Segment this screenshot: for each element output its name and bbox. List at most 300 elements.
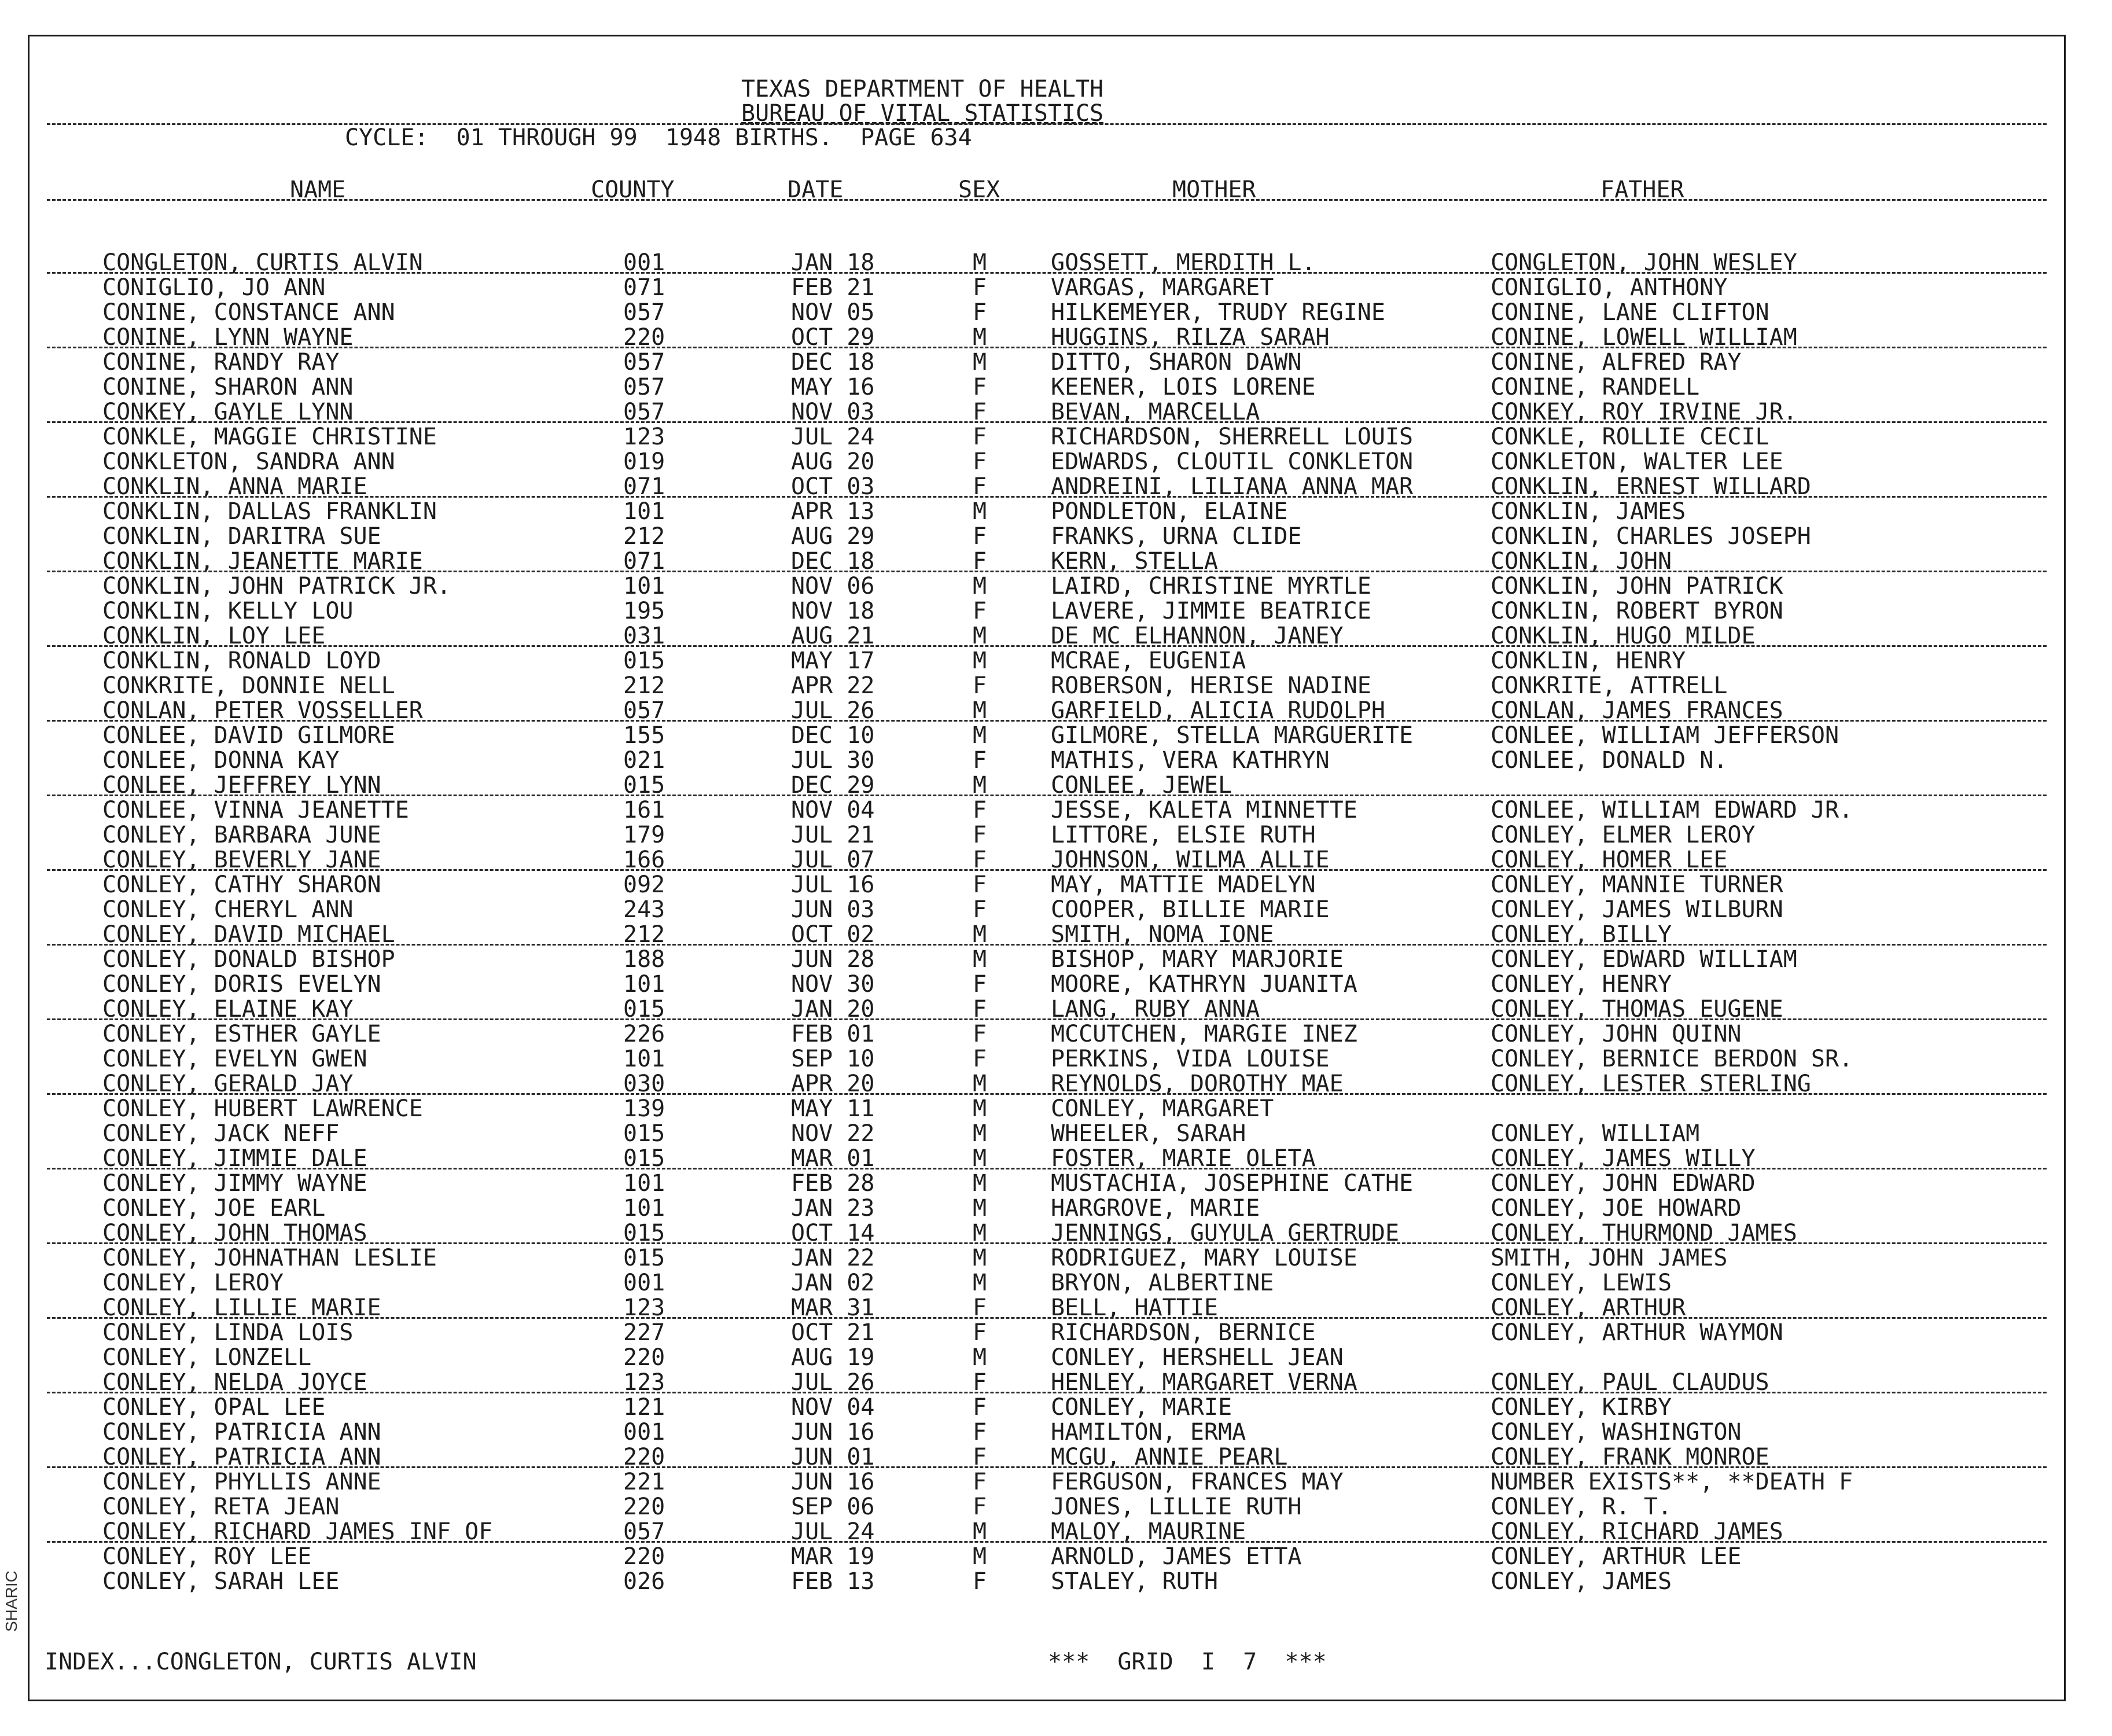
table-row (30, 400, 2064, 424)
cell-name: CONLEY, LINDA LOIS (102, 1319, 354, 1346)
cell-father: CONINE, LOWELL WILLIAM (1491, 324, 1797, 351)
cell-county: 101 (623, 498, 665, 525)
cell-name: CONGLETON, CURTIS ALVIN (102, 249, 423, 276)
cell-county: 015 (623, 1145, 665, 1172)
cell-county: 212 (623, 672, 665, 699)
cell-father: CONLEE, WILLIAM JEFFERSON (1491, 722, 1839, 749)
cell-date: JUN 01 (791, 1444, 875, 1470)
cell-county: 220 (623, 1543, 665, 1570)
cell-name: CONKLETON, SANDRA ANN (102, 448, 395, 475)
cell-date: JUN 16 (791, 1469, 875, 1495)
table-row (30, 1146, 2064, 1171)
column-header-mother: MOTHER (1172, 176, 1256, 203)
cell-name: CONKEY, GAYLE LYNN (102, 399, 354, 425)
cell-name: CONLEY, OPAL LEE (102, 1394, 326, 1421)
cell-mother: LITTORE, ELSIE RUTH (1051, 822, 1316, 848)
cell-name: CONLEY, JOHNATHAN LESLIE (102, 1245, 437, 1271)
cycle-line: CYCLE: 01 THROUGH 99 1948 BIRTHS. PAGE 634 (345, 124, 972, 151)
cell-county: 057 (623, 697, 665, 724)
cell-date: DEC 10 (791, 722, 875, 749)
cell-name: CONLEY, DAVID MICHAEL (102, 921, 395, 948)
table-row (30, 723, 2064, 748)
cell-sex: F (973, 548, 987, 575)
cell-date: AUG 29 (791, 523, 875, 550)
cell-name: CONKLE, MAGGIE CHRISTINE (102, 424, 437, 450)
cell-county: 015 (623, 1220, 665, 1246)
cell-sex: M (973, 249, 987, 276)
cell-county: 220 (623, 1444, 665, 1470)
cell-date: JUL 26 (791, 1369, 875, 1396)
table-row (30, 1544, 2064, 1569)
cell-date: NOV 04 (791, 797, 875, 823)
cell-name: CONLEY, RICHARD JAMES INF OF (102, 1518, 493, 1545)
cell-date: NOV 30 (791, 971, 875, 998)
cell-date: JAN 22 (791, 1245, 875, 1271)
cell-county: 101 (623, 1195, 665, 1222)
cell-name: CONLEE, VINNA JEANETTE (102, 797, 409, 823)
cell-date: JAN 18 (791, 249, 875, 276)
table-row (30, 649, 2064, 673)
cell-name: CONLEY, ESTHER GAYLE (102, 1021, 381, 1047)
cell-date: MAR 19 (791, 1543, 875, 1570)
cell-county: 001 (623, 249, 665, 276)
table-row (30, 1271, 2064, 1295)
cell-father: CONKLETON, WALTER LEE (1491, 448, 1783, 475)
table-row (30, 1097, 2064, 1121)
cell-father: CONLEY, WILLIAM (1491, 1120, 1700, 1147)
cell-sex: F (973, 1469, 987, 1495)
cell-date: JUL 07 (791, 847, 875, 873)
cell-name: CONKLIN, LOY LEE (102, 623, 326, 649)
cell-father: CONLEY, JOHN QUINN (1491, 1021, 1742, 1047)
cell-father: CONLEY, ARTHUR LEE (1491, 1543, 1742, 1570)
cell-mother: VARGAS, MARGARET (1051, 274, 1274, 301)
cell-date: OCT 03 (791, 473, 875, 500)
cell-county: 015 (623, 1245, 665, 1271)
cell-sex: M (973, 648, 987, 674)
cell-sex: F (973, 797, 987, 823)
cell-name: CONLEE, JEFFREY LYNN (102, 772, 381, 799)
cell-county: 030 (623, 1071, 665, 1097)
cell-county: 101 (623, 1046, 665, 1072)
table-row (30, 350, 2064, 374)
cell-mother: RICHARDSON, BERNICE (1051, 1319, 1316, 1346)
cell-mother: RICHARDSON, SHERRELL LOUIS (1051, 424, 1414, 450)
cell-mother: JESSE, KALETA MINNETTE (1051, 797, 1357, 823)
cell-date: JUN 03 (791, 896, 875, 923)
cell-name: CONLEY, LEROY (102, 1270, 284, 1296)
cell-sex: M (973, 1145, 987, 1172)
table-row (30, 599, 2064, 623)
cell-date: MAR 01 (791, 1145, 875, 1172)
cell-name: CONLAN, PETER VOSSELLER (102, 697, 423, 724)
table-row (30, 549, 2064, 573)
cell-father: SMITH, JOHN JAMES (1491, 1245, 1728, 1271)
table-row (30, 1420, 2064, 1444)
cell-county: 021 (623, 747, 665, 774)
cell-date: APR 13 (791, 498, 875, 525)
table-row (30, 1370, 2064, 1395)
cell-county: 220 (623, 1494, 665, 1520)
table-row (30, 375, 2064, 399)
table-row (30, 773, 2064, 797)
cell-mother: BEVAN, MARCELLA (1051, 399, 1260, 425)
cell-sex: M (973, 722, 987, 749)
cell-name: CONKLIN, KELLY LOU (102, 598, 354, 624)
cell-date: APR 22 (791, 672, 875, 699)
cell-date: AUG 21 (791, 623, 875, 649)
cell-sex: M (973, 772, 987, 799)
cell-name: CONKLIN, DALLAS FRANKLIN (102, 498, 437, 525)
cell-sex: F (973, 1419, 987, 1446)
cell-date: AUG 20 (791, 448, 875, 475)
cell-father: CONLEY, BERNICE BERDON SR. (1491, 1046, 1853, 1072)
cell-mother: SMITH, NOMA IONE (1051, 921, 1274, 948)
cell-sex: F (973, 1494, 987, 1520)
cell-sex: F (973, 1369, 987, 1396)
cell-mother: JONES, LILLIE RUTH (1051, 1494, 1302, 1520)
cell-name: CONLEY, EVELYN GWEN (102, 1046, 367, 1072)
cell-county: 057 (623, 1518, 665, 1545)
cell-mother: RODRIGUEZ, MARY LOUISE (1051, 1245, 1357, 1271)
cell-date: JAN 20 (791, 996, 875, 1023)
table-row (30, 450, 2064, 474)
cell-date: JUL 26 (791, 697, 875, 724)
cell-date: MAY 16 (791, 374, 875, 400)
cell-father: NUMBER EXISTS**, **DEATH F (1491, 1469, 1853, 1495)
column-header-sex: SEX (958, 176, 1000, 203)
cell-name: CONLEY, BEVERLY JANE (102, 847, 381, 873)
cell-name: CONINE, SHARON ANN (102, 374, 354, 400)
table-row (30, 1345, 2064, 1370)
cell-name: CONKLIN, JOHN PATRICK JR. (102, 573, 451, 599)
cell-name: CONLEY, SARAH LEE (102, 1568, 340, 1595)
table-row (30, 275, 2064, 300)
cell-county: 166 (623, 847, 665, 873)
cell-father: CONLEY, THURMOND JAMES (1491, 1220, 1797, 1246)
cell-sex: M (973, 349, 987, 376)
cell-county: 057 (623, 299, 665, 326)
cell-mother: MOORE, KATHRYN JUANITA (1051, 971, 1357, 998)
cell-date: JUL 21 (791, 822, 875, 848)
table-row (30, 674, 2064, 698)
cell-mother: CONLEY, MARGARET (1051, 1095, 1274, 1122)
cell-mother: CONLEY, MARIE (1051, 1394, 1232, 1421)
cell-date: DEC 29 (791, 772, 875, 799)
cell-county: 015 (623, 772, 665, 799)
cell-father: CONKLIN, JOHN PATRICK (1491, 573, 1783, 599)
table-row (30, 1196, 2064, 1220)
cell-county: 015 (623, 996, 665, 1023)
cell-mother: KEENER, LOIS LORENE (1051, 374, 1316, 400)
cell-sex: M (973, 1344, 987, 1371)
cell-father: CONLEY, BILLY (1491, 921, 1672, 948)
cell-date: JUN 16 (791, 1419, 875, 1446)
table-row (30, 947, 2064, 972)
grid-footer: *** GRID I 7 *** (1048, 1649, 1327, 1675)
cell-county: 179 (623, 822, 665, 848)
cell-mother: DITTO, SHARON DAWN (1051, 349, 1302, 376)
cell-county: 001 (623, 1270, 665, 1296)
cell-father: CONLEY, WASHINGTON (1491, 1419, 1742, 1446)
side-label: SHARIC (2, 1571, 20, 1632)
cell-name: CONLEE, DAVID GILMORE (102, 722, 395, 749)
cell-mother: PERKINS, VIDA LOUISE (1051, 1046, 1330, 1072)
cell-name: CONLEE, DONNA KAY (102, 747, 340, 774)
cell-mother: JENNINGS, GUYULA GERTRUDE (1051, 1220, 1400, 1246)
cell-date: NOV 22 (791, 1120, 875, 1147)
cell-father: CONLEY, PAUL CLAUDUS (1491, 1369, 1769, 1396)
cell-name: CONLEY, PATRICIA ANN (102, 1444, 381, 1470)
cell-county: 212 (623, 523, 665, 550)
birth-index-page (28, 35, 2066, 1701)
cell-father: CONLEE, WILLIAM EDWARD JR. (1491, 797, 1853, 823)
cell-name: CONINE, CONSTANCE ANN (102, 299, 395, 326)
cell-sex: F (973, 871, 987, 898)
table-row (30, 251, 2064, 275)
table-row (30, 1047, 2064, 1071)
cell-sex: F (973, 1294, 987, 1321)
cell-mother: BRYON, ALBERTINE (1051, 1270, 1274, 1296)
cell-father: CONKLIN, JAMES (1491, 498, 1686, 525)
cell-father: CONLEY, JAMES WILBURN (1491, 896, 1783, 923)
cell-father: CONKLE, ROLLIE CECIL (1491, 424, 1769, 450)
cell-sex: M (973, 1095, 987, 1122)
cell-county: 019 (623, 448, 665, 475)
cell-name: CONKLIN, DARITRA SUE (102, 523, 381, 550)
cell-county: 220 (623, 1344, 665, 1371)
cell-name: CONLEY, JACK NEFF (102, 1120, 340, 1147)
table-row (30, 1121, 2064, 1146)
cell-mother: REYNOLDS, DOROTHY MAE (1051, 1071, 1344, 1097)
cell-father: CONKLIN, HUGO MILDE (1491, 623, 1756, 649)
cell-father: CONLEY, EDWARD WILLIAM (1491, 946, 1797, 973)
cell-county: 221 (623, 1469, 665, 1495)
cell-father: CONLEY, JAMES WILLY (1491, 1145, 1756, 1172)
index-footer: INDEX...CONGLETON, CURTIS ALVIN (45, 1649, 477, 1675)
cell-sex: F (973, 1021, 987, 1047)
cell-sex: M (973, 921, 987, 948)
cell-mother: BELL, HATTIE (1051, 1294, 1218, 1321)
cell-mother: GOSSETT, MERDITH L. (1051, 249, 1316, 276)
cell-date: MAY 11 (791, 1095, 875, 1122)
cell-date: JUL 24 (791, 424, 875, 450)
table-row (30, 325, 2064, 350)
cell-father: CONLEY, ARTHUR WAYMON (1491, 1319, 1783, 1346)
table-row (30, 972, 2064, 996)
cell-county: 026 (623, 1568, 665, 1595)
cell-name: CONINE, LYNN WAYNE (102, 324, 354, 351)
cell-sex: M (973, 1270, 987, 1296)
cell-father: CONINE, ALFRED RAY (1491, 349, 1742, 376)
cell-sex: F (973, 971, 987, 998)
table-row (30, 997, 2064, 1021)
cell-name: CONIGLIO, JO ANN (102, 274, 326, 301)
table-row (30, 1520, 2064, 1544)
cell-sex: M (973, 623, 987, 649)
cell-mother: MCCUTCHEN, MARGIE INEZ (1051, 1021, 1357, 1047)
column-header-row (30, 178, 2064, 202)
cell-mother: ANDREINI, LILIANA ANNA MAR (1051, 473, 1414, 500)
cell-mother: CONLEY, HERSHELL JEAN (1051, 1344, 1344, 1371)
table-row (30, 425, 2064, 449)
cell-county: 123 (623, 1369, 665, 1396)
cell-mother: HILKEMEYER, TRUDY REGINE (1051, 299, 1385, 326)
cell-date: JUN 28 (791, 946, 875, 973)
cell-mother: DE MC ELHANNON, JANEY (1051, 623, 1344, 649)
cell-date: NOV 05 (791, 299, 875, 326)
table-row (30, 873, 2064, 897)
cell-sex: F (973, 473, 987, 500)
table-row (30, 1022, 2064, 1046)
cell-father: CONLAN, JAMES FRANCES (1491, 697, 1783, 724)
cell-name: CONLEY, CATHY SHARON (102, 871, 381, 898)
cell-mother: EDWARDS, CLOUTIL CONKLETON (1051, 448, 1414, 475)
cell-date: OCT 29 (791, 324, 875, 351)
cell-father: CONLEY, JOE HOWARD (1491, 1195, 1742, 1222)
cell-father: CONKRITE, ATTRELL (1491, 672, 1728, 699)
cell-date: NOV 06 (791, 573, 875, 599)
cell-father: CONGLETON, JOHN WESLEY (1491, 249, 1797, 276)
cell-date: DEC 18 (791, 349, 875, 376)
table-row (30, 698, 2064, 723)
cell-father: CONKLIN, HENRY (1491, 648, 1686, 674)
cell-sex: F (973, 847, 987, 873)
cell-sex: M (973, 1195, 987, 1222)
table-row (30, 499, 2064, 524)
table-row (30, 798, 2064, 822)
cell-county: 101 (623, 573, 665, 599)
cell-sex: F (973, 598, 987, 624)
cell-date: AUG 19 (791, 1344, 875, 1371)
table-row (30, 1321, 2064, 1345)
cell-county: 212 (623, 921, 665, 948)
cell-sex: F (973, 399, 987, 425)
cell-mother: BISHOP, MARY MARJORIE (1051, 946, 1344, 973)
cell-sex: F (973, 523, 987, 550)
cell-father: CONLEY, JOHN EDWARD (1491, 1170, 1756, 1197)
cell-sex: M (973, 1245, 987, 1271)
cell-father: CONLEE, DONALD N. (1491, 747, 1728, 774)
table-row (30, 1072, 2064, 1096)
table-row (30, 1569, 2064, 1594)
cell-father: CONKLIN, JOHN (1491, 548, 1672, 575)
cell-date: FEB 01 (791, 1021, 875, 1047)
cell-county: 101 (623, 1170, 665, 1197)
cell-father: CONLEY, ARTHUR (1491, 1294, 1686, 1321)
cell-mother: MALOY, MAURINE (1051, 1518, 1246, 1545)
cell-mother: KERN, STELLA (1051, 548, 1218, 575)
cell-sex: M (973, 1071, 987, 1097)
cell-sex: F (973, 299, 987, 326)
cell-date: FEB 21 (791, 274, 875, 301)
cell-county: 057 (623, 349, 665, 376)
cell-sex: F (973, 672, 987, 699)
cell-county: 226 (623, 1021, 665, 1047)
cell-name: CONLEY, ROY LEE (102, 1543, 312, 1570)
cell-date: JAN 02 (791, 1270, 875, 1296)
cell-mother: HARGROVE, MARIE (1051, 1195, 1260, 1222)
cell-date: OCT 14 (791, 1220, 875, 1246)
cell-date: SEP 10 (791, 1046, 875, 1072)
cell-sex: M (973, 697, 987, 724)
cell-father: CONKLIN, ERNEST WILLARD (1491, 473, 1811, 500)
cell-county: 071 (623, 473, 665, 500)
cell-county: 001 (623, 1419, 665, 1446)
cell-name: CONLEY, PHYLLIS ANNE (102, 1469, 381, 1495)
table-row (30, 922, 2064, 947)
cell-county: 195 (623, 598, 665, 624)
cell-sex: F (973, 747, 987, 774)
cell-sex: M (973, 1518, 987, 1545)
cell-name: CONLEY, LONZELL (102, 1344, 312, 1371)
cell-sex: F (973, 1568, 987, 1595)
cell-father: CONLEY, LEWIS (1491, 1270, 1672, 1296)
cell-name: CONLEY, JOHN THOMAS (102, 1220, 367, 1246)
cell-father: CONIGLIO, ANTHONY (1491, 274, 1728, 301)
cell-mother: GARFIELD, ALICIA RUDOLPH (1051, 697, 1385, 724)
table-row (30, 1445, 2064, 1469)
cell-father: CONLEY, ELMER LEROY (1491, 822, 1756, 848)
cell-sex: F (973, 1319, 987, 1346)
cell-name: CONLEY, PATRICIA ANN (102, 1419, 381, 1446)
cell-sex: M (973, 498, 987, 525)
cell-name: CONKLIN, ANNA MARIE (102, 473, 367, 500)
cell-county: 123 (623, 424, 665, 450)
cell-sex: F (973, 996, 987, 1023)
cell-father: CONLEY, THOMAS EUGENE (1491, 996, 1783, 1023)
table-row (30, 574, 2064, 598)
table-row (30, 1395, 2064, 1419)
cell-sex: M (973, 1170, 987, 1197)
cell-date: APR 20 (791, 1071, 875, 1097)
cell-mother: MCGU, ANNIE PEARL (1051, 1444, 1288, 1470)
cell-county: 155 (623, 722, 665, 749)
cell-date: OCT 21 (791, 1319, 875, 1346)
bureau-title: BUREAU OF VITAL STATISTICS (741, 100, 1104, 127)
cell-county: 101 (623, 971, 665, 998)
cell-name: CONKLIN, JEANETTE MARIE (102, 548, 423, 575)
cell-father: CONINE, LANE CLIFTON (1491, 299, 1769, 326)
cell-sex: F (973, 1444, 987, 1470)
cell-county: 227 (623, 1319, 665, 1346)
cell-date: FEB 28 (791, 1170, 875, 1197)
cell-county: 188 (623, 946, 665, 973)
cell-county: 161 (623, 797, 665, 823)
cell-sex: M (973, 324, 987, 351)
cell-sex: F (973, 374, 987, 400)
cell-mother: WHEELER, SARAH (1051, 1120, 1246, 1147)
cell-sex: F (973, 896, 987, 923)
cell-mother: FOSTER, MARIE OLETA (1051, 1145, 1316, 1172)
cell-date: JUL 30 (791, 747, 875, 774)
cell-sex: M (973, 1120, 987, 1147)
table-row (30, 1221, 2064, 1245)
cell-name: CONINE, RANDY RAY (102, 349, 340, 376)
cell-mother: CONLEE, JEWEL (1051, 772, 1232, 799)
cell-date: SEP 06 (791, 1494, 875, 1520)
cell-mother: LANG, RUBY ANNA (1051, 996, 1260, 1023)
table-row (30, 848, 2064, 872)
cell-county: 015 (623, 1120, 665, 1147)
cell-county: 015 (623, 648, 665, 674)
cell-sex: F (973, 448, 987, 475)
cell-father: CONKLIN, ROBERT BYRON (1491, 598, 1783, 624)
cell-father: CONLEY, JAMES (1491, 1568, 1672, 1595)
table-row (30, 1296, 2064, 1320)
cell-name: CONLEY, ELAINE KAY (102, 996, 354, 1023)
cell-county: 071 (623, 548, 665, 575)
